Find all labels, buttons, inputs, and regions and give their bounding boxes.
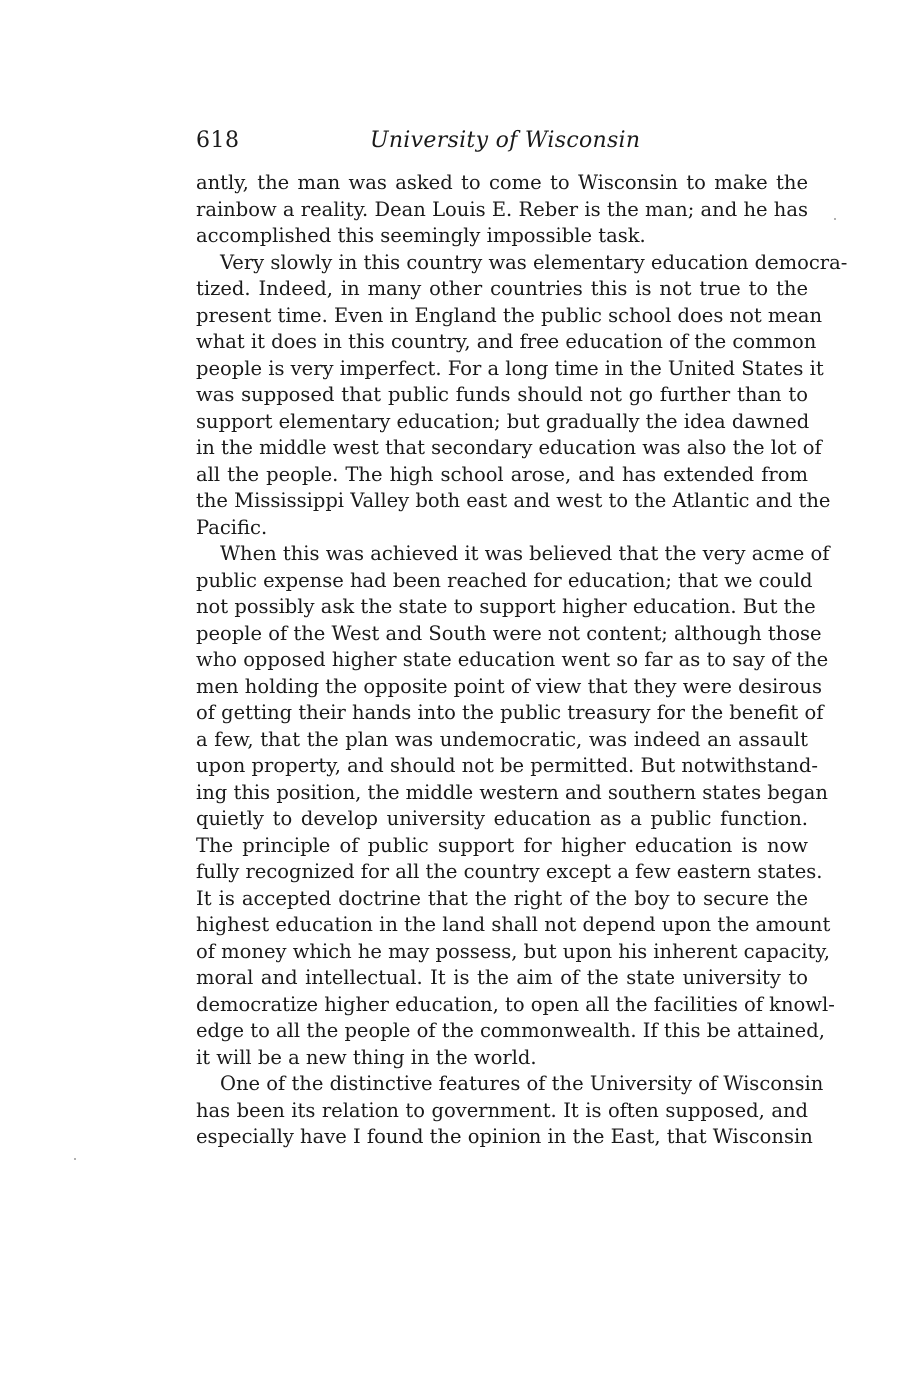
- text-line: the Mississippi Valley both east and west to the Atlantic and the: [196, 489, 831, 512]
- text-line: a few, that the plan was undemocratic, was indeed an assault: [196, 727, 808, 751]
- text-line: It is accepted doctrine that the right of the boy to secure the: [196, 886, 808, 910]
- text-line: rainbow a reality. Dean Louis E. Reber is the man; and he has: [196, 197, 808, 221]
- text-line: quietly to develop university education as a public function.: [196, 807, 808, 830]
- body-text: [196, 170, 848, 1151]
- paragraph-4: [196, 1071, 824, 1151]
- paragraph-1: [196, 170, 808, 250]
- text-line: accomplished this seemingly impossible task.: [196, 224, 646, 247]
- text-line: in the middle west that secondary education was also the lot of: [196, 436, 822, 459]
- text-line: highest education in the land shall not depend upon the amount: [196, 913, 831, 936]
- text-line: Pacific.: [196, 515, 268, 539]
- text-line: ing this position, the middle western and southern states began: [196, 780, 828, 804]
- text-line: tized. Indeed, in many other countries this is not true to the: [196, 277, 808, 300]
- text-line: The principle of public support for higher education is now: [196, 833, 808, 857]
- text-line: antly, the man was asked to come to Wisconsin to make the: [196, 171, 808, 194]
- text-line: especially have I found the opinion in the East, that Wisconsin: [196, 1125, 813, 1148]
- text-line: Very slowly in this country was elementary education democra-: [220, 250, 848, 274]
- text-line: edge to all the people of the commonwealth. If this be attained,: [196, 1019, 825, 1042]
- page-number: 618: [196, 128, 240, 153]
- text-line: people is very imperfect. For a long time in the United States it: [196, 356, 824, 380]
- text-line: upon property, and should not be permitted. But notwithstand-: [196, 754, 818, 777]
- text-line: fully recognized for all the country except a few eastern states.: [196, 860, 823, 883]
- text-line: what it does in this country, and free education of the common: [196, 330, 817, 353]
- text-line: of getting their hands into the public treasury for the benefit of: [196, 701, 824, 724]
- scan-speck: [834, 218, 836, 220]
- text-line: support elementary education; but gradually the idea dawned: [196, 409, 810, 433]
- paragraph-3: [196, 541, 835, 1071]
- text-line: One of the distinctive features of the University of Wisconsin: [220, 1072, 824, 1095]
- text-line: it will be a new thing in the world.: [196, 1045, 537, 1069]
- text-line: not possibly ask the state to support higher education. But the: [196, 595, 816, 618]
- text-line: moral and intellectual. It is the aim of the state university to: [196, 966, 808, 989]
- running-head: [196, 128, 808, 162]
- text-line: was supposed that public funds should not go further than to: [196, 383, 808, 406]
- text-line: people of the West and South were not content; although those: [196, 621, 822, 645]
- text-line: When this was achieved it was believed that the very acme of: [220, 542, 830, 565]
- text-line: of money which he may possess, but upon his inherent capacity,: [196, 939, 830, 963]
- text-line: public expense had been reached for education; that we could: [196, 568, 813, 592]
- paragraph-2: [196, 250, 848, 542]
- text-line: all the people. The high school arose, and has extended from: [196, 462, 808, 486]
- text-line: men holding the opposite point of view that they were desirous: [196, 674, 822, 698]
- text-line: present time. Even in England the public school does not mean: [196, 303, 823, 327]
- text-line: democratize higher education, to open all the facilities of knowl-: [196, 992, 835, 1016]
- scan-speck: [74, 1158, 76, 1160]
- text-line: who opposed higher state education went so far as to say of the: [196, 648, 829, 671]
- running-title: University of Wisconsin: [370, 128, 641, 153]
- text-line: has been its relation to government. It is often supposed, and: [196, 1098, 808, 1122]
